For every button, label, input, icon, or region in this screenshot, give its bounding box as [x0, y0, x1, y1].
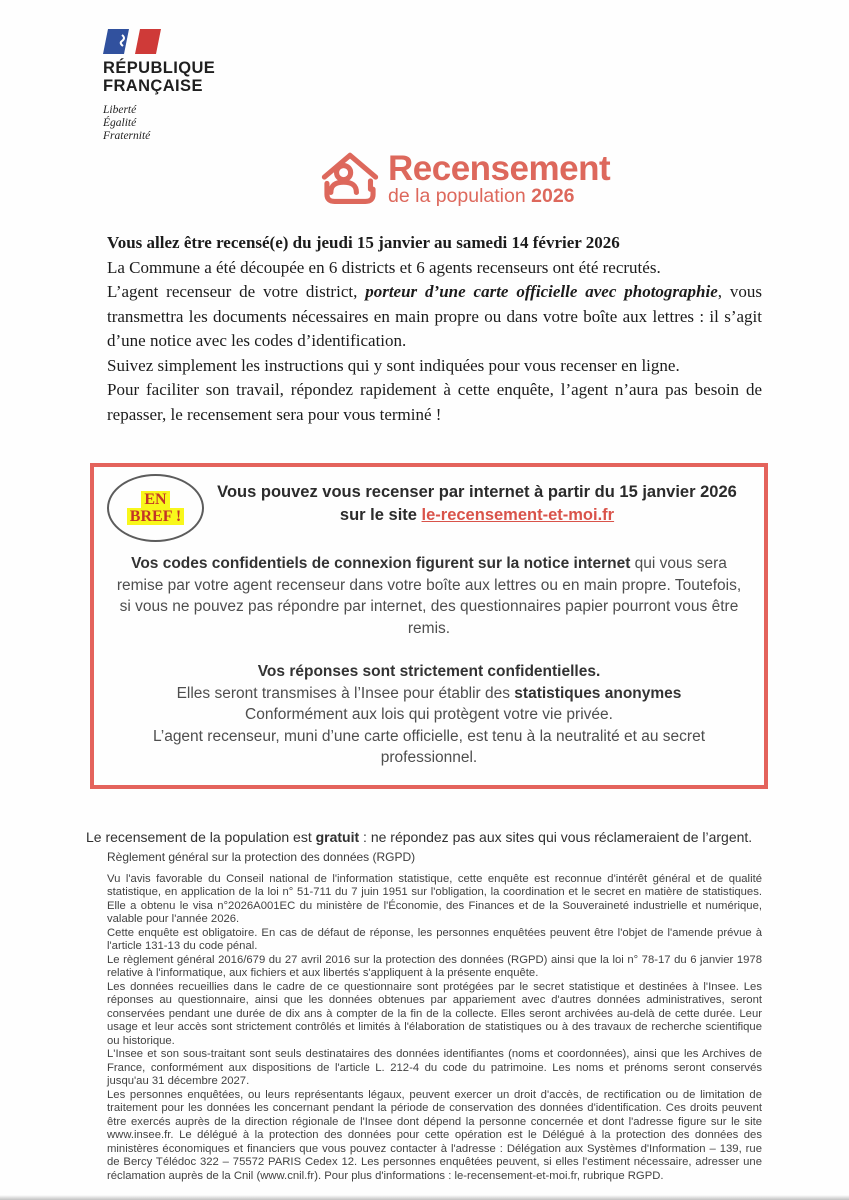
intro-section: [107, 231, 762, 427]
en-bref-badge-line2: BREF !: [127, 508, 184, 525]
box-heading-line2: [208, 504, 746, 527]
box-heading-site-label: sur le site: [339, 506, 422, 524]
recensement-link[interactable]: le-recensement-et-moi.fr: [421, 506, 615, 524]
french-flag-icon: [103, 28, 161, 55]
confidentiality-block: [108, 661, 750, 769]
confidentiality-agent: L’agent recenseur, muni d’une carte officielle, est tenu à la neutralité et au secret professionnel.: [152, 727, 706, 766]
motto-liberte: Liberté: [103, 104, 137, 116]
census-title: Recensement: [388, 148, 611, 188]
box-heading-line1: Vous pouvez vous recenser par internet à partir du 15 janvier 2026: [217, 483, 737, 501]
intro-agent-start: L’agent recenseur de votre district,: [107, 282, 366, 301]
census-subtitle-text: de la population: [388, 184, 532, 207]
en-bref-badge-line1: EN: [141, 491, 169, 508]
intro-paragraph-instructions: Suivez simplement les instructions qui y sont indiquées pour vous recenser en ligne.: [107, 355, 680, 375]
republique-line2: FRANÇAISE: [103, 77, 203, 95]
motto: [103, 104, 849, 143]
rgpd-caption: Règlement général sur la protection des données (RGPD): [107, 849, 416, 864]
republique-line1: RÉPUBLIQUE: [103, 59, 216, 77]
motto-fraternite: Fraternité: [103, 130, 151, 142]
legal-paragraph-visa: Vu l'avis favorable du Conseil national de l'information statistique, cette enquête est reconnue d'intérêt général et de qualité statistique, en application de la loi n° 51-711 du 7 juin 1951 sur l'obligation, la coordination et le secret en matière de statistiques. Elle a obtenu le visa n°2026A001EC du ministère de l'Économie, des Finances et de la Souveraineté industrielle et numérique, valable pour l'année 2026.: [107, 872, 762, 925]
motto-egalite: Égalité: [103, 117, 137, 129]
en-bref-box: [90, 463, 768, 789]
census-logo-text: [388, 148, 611, 207]
recensement-logo: [318, 147, 648, 211]
confidentiality-insee-start: Elles seront transmises à l’Insee pour établir des: [176, 684, 515, 702]
intro-paragraph-repondez: Pour faciliter son travail, répondez rapidement à cette enquête, l’agent n’aura pas besoin de repasser, le recensement sera pour vous terminé !: [107, 380, 762, 424]
confidentiality-lois: Conformément aux lois qui protègent votre vie privée.: [245, 706, 613, 723]
legal-paragraph-obligatoire: Cette enquête est obligatoire. En cas de défaut de réponse, les personnes enquêtées peuvent être l'objet de l'amende prévue à l'article 131-13 du code pénal.: [107, 926, 762, 952]
gratuit-end: : ne répondez pas aux sites qui vous réclameraient de l’argent.: [359, 828, 753, 845]
box-heading: [208, 481, 746, 527]
gratuit-start: Le recensement de la population est: [86, 828, 316, 845]
codes-bold: Vos codes confidentiels de connexion figurent sur la notice internet: [131, 555, 631, 572]
legal-paragraph-insee: L'Insee et son sous-traitant sont seuls destinataires des données identifiantes (noms et coordonnées), ainsi que les Archives de France, conformément aux dispositions de l'article L. 212-4 du code du patrimoine. Les noms et prénoms seront conservés jusqu'au 31 décembre 2027.: [107, 1048, 762, 1087]
legal-paragraph-droits: Les personnes enquêtées, ou leurs représentants légaux, peuvent exercer un droit d'accès, de rectification ou de limitation de traitement pour les données les concernant pendant la période de conservation des données d'identification. Ces droits peuvent être exercés auprès de la direction régionale de l'Insee dont dépend la personne concernée et dont l'adresse figure sur le site www.insee.fr. Le délégué à la protection des données pour cette opération est le Délégué à la protection des données des ministères économiques et financiers que vous pouvez contacter à l'adresse : Délégation aux Systèmes d'Information – 139, rue de Bercy Télédoc 322 – 75572 PARIS Cedex 12. Les personnes enquêtées peuvent, si elles l'estiment nécessaire, adresser une réclamation auprès de la Cnil (www.cnil.fr). Pour plus d'informations : le-recensement-et-moi.fr, rubrique RGPD.: [107, 1088, 762, 1182]
intro-agent-end: , vous transmettra les documents nécessaires en main propre ou dans votre boîte aux lettres : il s’agit d’une notice avec les codes d’identification.: [107, 282, 763, 350]
codes-rest: qui vous sera remise par votre agent recenseur dans votre boîte aux lettres ou en main propre. Toutefois, si vous ne pouvez pas répondre par internet, des questionnaires papier pourront vous être remis.: [116, 555, 742, 637]
intro-heading: Vous allez être recensé(e) du jeudi 15 janvier au samedi 14 février 2026: [107, 233, 620, 252]
intro-paragraph-agent: [107, 280, 762, 354]
gratuit-note: [86, 829, 849, 845]
confidentiality-heading: Vos réponses sont strictement confidentielles.: [257, 663, 601, 680]
census-subtitle-year: 2026: [531, 184, 575, 207]
codes-paragraph: [112, 553, 746, 639]
letterhead: [0, 0, 849, 143]
intro-agent-card: porteur d’une carte officielle avec photographie: [365, 282, 718, 301]
gratuit-bold: gratuit: [315, 828, 360, 845]
legal-paragraph-donnees: Les données recueillies dans le cadre de ce questionnaire sont protégées par le secret statistique et destinées à l'Insee. Les réponses au questionnaire, ainsi que les données obtenues par appariement avec d'autres données administratives, seront conservées pendant une durée de dix ans à compter de la fin de la collecte. Elles seront archivées au-delà de cette durée. Leur usage et leur accès sont strictement contrôlés et limités à l'élaboration de statistiques ou à des travaux de recherche scientifique ou historique.: [107, 980, 762, 1047]
scan-edge-shadow: [0, 1195, 849, 1200]
en-bref-badge: [107, 474, 204, 542]
census-subtitle: [388, 186, 610, 207]
legal-paragraph-rgpd: Le règlement général 2016/679 du 27 avril 2016 sur la protection des données (RGPD) ainsi que la loi n° 78-17 du 6 janvier 1978 relative à l'informatique, aux fichiers et aux libertés s'appliquent à la présente enquête.: [107, 953, 762, 979]
republique-wordmark: [103, 59, 849, 95]
confidentiality-insee: [108, 683, 750, 705]
intro-paragraph-districts: La Commune a été découpée en 6 districts et 6 agents recenseurs ont été recrutés.: [107, 257, 661, 277]
legal-text: [107, 873, 762, 1184]
confidentiality-anonymes: statistiques anonymes: [514, 684, 682, 702]
house-person-icon: [318, 147, 382, 211]
